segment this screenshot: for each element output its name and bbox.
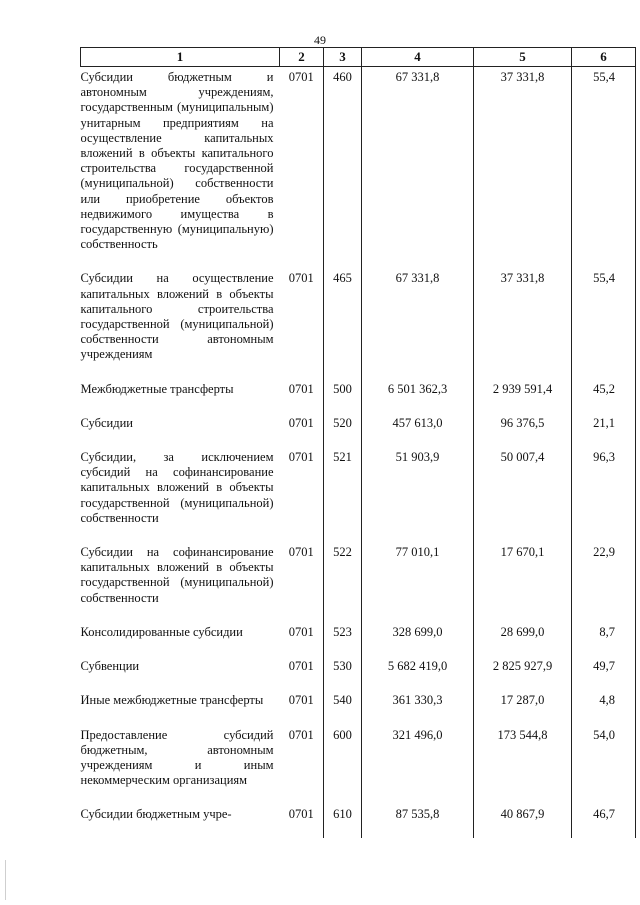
row-name: Консолидированные субсидии	[80, 624, 243, 639]
row-name: Предоставление субсидий бюджетным, автономным учреждениям и иным некоммерческим организациям	[80, 727, 274, 788]
row-section-code: 0701	[288, 450, 314, 465]
row-percent: 45,2	[572, 378, 636, 412]
row-executed: 50 007,4	[474, 446, 572, 541]
row-expense-type: 530	[324, 655, 362, 689]
row-planned: 361 330,3	[362, 689, 474, 723]
row-name: Субвенции	[80, 659, 140, 674]
table-row	[81, 378, 636, 412]
row-percent: 54,0	[572, 724, 636, 804]
row-executed: 28 699,0	[474, 621, 572, 655]
row-planned: 328 699,0	[362, 621, 474, 655]
table-row	[81, 803, 636, 837]
row-expense-type: 520	[324, 412, 362, 446]
table-row	[81, 724, 636, 804]
row-planned: 77 010,1	[362, 541, 474, 621]
row-percent: 21,1	[572, 412, 636, 446]
row-section-code: 0701	[288, 693, 314, 708]
row-percent: 4,8	[572, 689, 636, 723]
row-name: Субсидии на софинансирование капитальных вложений в объекты государственной (муниципальной) собственности	[80, 545, 274, 605]
row-executed: 2 825 927,9	[474, 655, 572, 689]
row-executed: 37 331,8	[474, 267, 572, 377]
column-header-1: 1	[81, 48, 280, 67]
column-header-2: 2	[280, 48, 324, 67]
row-executed: 96 376,5	[474, 412, 572, 446]
row-planned: 5 682 419,0	[362, 655, 474, 689]
row-executed: 173 544,8	[474, 724, 572, 804]
row-expense-type: 521	[324, 446, 362, 541]
table-row	[81, 621, 636, 655]
column-header-5: 5	[474, 48, 572, 67]
row-section-code: 0701	[288, 659, 314, 674]
table-row	[81, 541, 636, 621]
row-expense-type: 460	[324, 67, 362, 268]
row-name: Субсидии на осуществление капитальных вложений в объекты капитального строительства государственной (муниципальной) собственности автономным учреждениям	[80, 271, 274, 362]
row-section-code: 0701	[288, 727, 314, 742]
row-planned: 457 613,0	[362, 412, 474, 446]
row-section-code: 0701	[288, 415, 314, 430]
row-section-code: 0701	[288, 545, 314, 560]
row-planned: 67 331,8	[362, 67, 474, 268]
row-percent: 55,4	[572, 67, 636, 268]
row-expense-type: 610	[324, 803, 362, 837]
table-row	[81, 412, 636, 446]
table-row	[81, 689, 636, 723]
row-name: Межбюджетные трансферты	[80, 381, 234, 396]
header-row	[81, 48, 636, 67]
row-percent: 8,7	[572, 621, 636, 655]
row-planned: 67 331,8	[362, 267, 474, 377]
row-name: Иные межбюджетные трансферты	[80, 693, 264, 708]
row-percent: 49,7	[572, 655, 636, 689]
column-header-4: 4	[362, 48, 474, 67]
row-expense-type: 522	[324, 541, 362, 621]
column-header-3: 3	[324, 48, 362, 67]
row-expense-type: 465	[324, 267, 362, 377]
row-name: Субсидии, за исключением субсидий на софинансирование капитальных вложений в объекты государственной (муниципальной) собственности	[80, 450, 274, 525]
row-percent: 46,7	[572, 803, 636, 837]
table-row	[81, 446, 636, 541]
row-section-code: 0701	[288, 624, 314, 639]
table-row	[81, 655, 636, 689]
row-planned: 87 535,8	[362, 803, 474, 837]
row-executed: 40 867,9	[474, 803, 572, 837]
row-expense-type: 600	[324, 724, 362, 804]
row-planned: 321 496,0	[362, 724, 474, 804]
row-name: Субсидии бюджетным и автономным учреждениям, государственным (муниципальным) унитарным предприятиям на осуществление капитальных вложений в объекты капитального строительства государственной (муниципальной) собственности или приобретение объектов недвижимого имущества в государственную (муниципальную) собственность	[80, 70, 274, 252]
row-percent: 96,3	[572, 446, 636, 541]
row-section-code: 0701	[288, 381, 314, 396]
row-percent: 55,4	[572, 267, 636, 377]
table-row	[81, 267, 636, 377]
row-expense-type: 523	[324, 621, 362, 655]
budget-table	[80, 47, 636, 838]
row-executed: 37 331,8	[474, 67, 572, 268]
row-expense-type: 500	[324, 378, 362, 412]
table-row	[81, 67, 636, 268]
row-section-code: 0701	[288, 807, 314, 822]
row-name: Субсидии	[80, 415, 133, 430]
column-header-6: 6	[572, 48, 636, 67]
row-planned: 6 501 362,3	[362, 378, 474, 412]
page-number: 49	[314, 33, 326, 47]
row-name: Субсидии бюджетным учре-	[80, 807, 232, 822]
scan-edge-line	[5, 860, 6, 900]
row-planned: 51 903,9	[362, 446, 474, 541]
row-expense-type: 540	[324, 689, 362, 723]
row-section-code: 0701	[288, 70, 314, 84]
row-percent: 22,9	[572, 541, 636, 621]
row-section-code: 0701	[288, 271, 314, 286]
row-executed: 17 670,1	[474, 541, 572, 621]
row-executed: 17 287,0	[474, 689, 572, 723]
row-executed: 2 939 591,4	[474, 378, 572, 412]
